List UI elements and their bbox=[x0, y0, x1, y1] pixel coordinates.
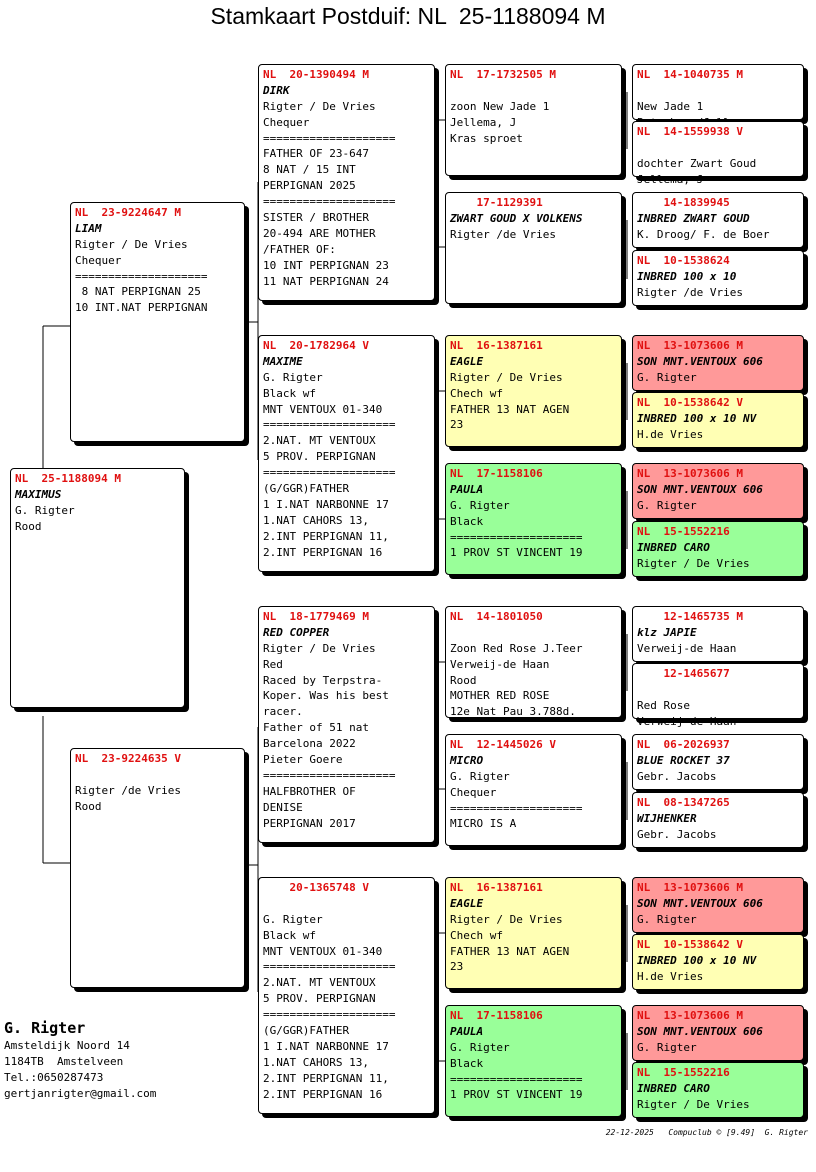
footer: 22-12-2025 Compuclub © [9.49] G. Rigter bbox=[605, 1128, 808, 1137]
pigeon-name bbox=[75, 767, 240, 783]
pigeon-info-line: Black wf bbox=[263, 928, 316, 942]
owner-block bbox=[4, 1018, 156, 1102]
ring-number: NL 18-1779469 M bbox=[263, 610, 369, 623]
pigeon-card-g7 bbox=[632, 463, 804, 519]
pigeon-info-line: racer. bbox=[263, 705, 303, 719]
pigeon-card-g6 bbox=[632, 392, 804, 448]
pigeon-name: MAXIME bbox=[263, 354, 303, 368]
owner-address: Amsteldijk Noord 14 bbox=[4, 1039, 130, 1052]
pigeon-info-line: 2.NAT. MT VENTOUX bbox=[263, 976, 376, 990]
pigeon-card-ffm bbox=[445, 192, 622, 304]
pigeon-name bbox=[263, 896, 430, 912]
pigeon-card-g5 bbox=[632, 335, 804, 391]
pigeon-info-line: Jellema, J bbox=[637, 172, 704, 186]
pigeon-info-line: Rigter / De Vries bbox=[450, 370, 563, 384]
ring-number: 14-1839945 bbox=[637, 196, 730, 209]
pigeon-info-line: Zoon Red Rose J.Teer bbox=[450, 641, 583, 655]
owner-phone: Tel.:0650287473 bbox=[4, 1071, 104, 1084]
pigeon-info-line: 1 I.NAT NARBONNE 17 bbox=[263, 1039, 389, 1053]
ring-number: NL 17-1158106 bbox=[450, 1009, 543, 1022]
pigeon-info-line: G. Rigter bbox=[15, 503, 75, 517]
pigeon-info-line: Barcelona 2022 bbox=[263, 737, 356, 751]
pigeon-info-line: G. Rigter bbox=[637, 912, 697, 926]
pigeon-name bbox=[637, 682, 799, 698]
pigeon-name: SON MNT.VENTOUX 606 bbox=[637, 896, 763, 910]
pigeon-name: klz JAPIE bbox=[637, 625, 697, 639]
ring-number: NL 20-1390494 M bbox=[263, 68, 369, 81]
pigeon-name: INBRED 100 x 10 bbox=[637, 269, 737, 283]
pigeon-info-line: Black wf bbox=[263, 386, 316, 400]
pigeon-info-line: ==================== bbox=[263, 1008, 396, 1022]
pigeon-card-g12 bbox=[632, 792, 804, 848]
pigeon-name: RED COPPER bbox=[263, 625, 330, 639]
pigeon-info-line: G. Rigter bbox=[263, 370, 323, 384]
pigeon-info-line: HALFBROTHER OF bbox=[263, 784, 356, 798]
pigeon-info-line: DENISE bbox=[263, 800, 303, 814]
ring-number: NL 23-9224635 V bbox=[75, 752, 181, 765]
pigeon-name: MICRO bbox=[450, 753, 484, 767]
pigeon-info-line: K. Droog/ F. de Boer bbox=[637, 227, 770, 241]
pigeon-info-line: 10 INT.NAT PERPIGNAN bbox=[75, 301, 208, 315]
pigeon-name: INBRED CARO bbox=[637, 1081, 710, 1095]
ring-number: NL 10-1538624 bbox=[637, 254, 730, 267]
pigeon-info-line: MICRO IS A bbox=[450, 817, 517, 831]
pigeon-info-line: 12e Nat Pau 3.788d. bbox=[450, 705, 576, 719]
ring-number: NL 10-1538642 V bbox=[637, 396, 743, 409]
pigeon-info-line: 5 PROV. PERPIGNAN bbox=[263, 992, 376, 1006]
pigeon-info-line: 1 I.NAT NARBONNE 17 bbox=[263, 497, 389, 511]
pigeon-card-mmf bbox=[445, 877, 622, 989]
pigeon-info-line: ==================== bbox=[450, 530, 583, 544]
pigeon-name bbox=[637, 83, 799, 99]
pigeon-name: INBRED 100 x 10 NV bbox=[637, 953, 757, 967]
pigeon-info-line: zoon New Jade 1 bbox=[450, 99, 550, 113]
pigeon-card-mfm bbox=[445, 734, 622, 846]
ring-number: NL 20-1782964 V bbox=[263, 339, 369, 352]
pigeon-info-line: (G/GGR)FATHER bbox=[263, 1024, 350, 1038]
pigeon-name: MAXIMUS bbox=[15, 487, 62, 501]
pigeon-info-line: Rigter / De Vries bbox=[75, 237, 188, 251]
pigeon-name: SON MNT.VENTOUX 606 bbox=[637, 482, 763, 496]
pigeon-info-line: Chequer bbox=[450, 785, 497, 799]
pigeon-info-line: (G/GGR)FATHER bbox=[263, 482, 350, 496]
pigeon-info-line: Kras sproet bbox=[450, 131, 523, 145]
pigeon-info-line: G. Rigter bbox=[637, 1040, 697, 1054]
pigeon-info-line: /FATHER OF: bbox=[263, 242, 336, 256]
pigeon-info-line: ==================== bbox=[450, 801, 583, 815]
pigeon-info-line: Rigter / De Vries bbox=[263, 99, 376, 113]
pigeon-info-line: G. Rigter bbox=[263, 912, 323, 926]
pigeon-info-line: Rood bbox=[450, 673, 477, 687]
pigeon-card-mother bbox=[70, 748, 245, 988]
pigeon-info-line: 1 PROV ST VINCENT 19 bbox=[450, 546, 583, 560]
pigeon-info-line: 11 NAT PERPIGNAN 24 bbox=[263, 274, 389, 288]
pigeon-info-line: Rigter / De Vries bbox=[637, 556, 750, 570]
ring-number: NL 13-1073606 M bbox=[637, 339, 743, 352]
ring-number: NL 23-9224647 M bbox=[75, 206, 181, 219]
pigeon-name: INBRED 100 x 10 NV bbox=[637, 411, 757, 425]
pigeon-info-line: Black bbox=[450, 514, 484, 528]
pigeon-info-line: PERPIGNAN 2025 bbox=[263, 179, 356, 193]
pigeon-info-line: ==================== bbox=[263, 960, 396, 974]
owner-name: G. Rigter bbox=[4, 1019, 86, 1037]
pigeon-info-line: G. Rigter bbox=[450, 498, 510, 512]
owner-email: gertjanrigter@gmail.com bbox=[4, 1087, 157, 1100]
pigeon-info-line: 1 PROV ST VINCENT 19 bbox=[450, 1088, 583, 1102]
pigeon-card-subject bbox=[10, 468, 185, 708]
pigeon-info-line: ==================== bbox=[75, 269, 208, 283]
pigeon-info-line: 23 bbox=[450, 960, 464, 974]
pigeon-info-line: Verweij-de Haan bbox=[637, 641, 737, 655]
pigeon-info-line: MOTHER RED ROSE bbox=[450, 689, 550, 703]
pigeon-info-line: FATHER 13 NAT AGEN bbox=[450, 402, 570, 416]
ring-number: NL 16-1387161 bbox=[450, 339, 543, 352]
pigeon-info-line: Rood bbox=[15, 519, 42, 533]
pigeon-name: PAULA bbox=[450, 1024, 484, 1038]
pigeon-info-line: New Jade 1 bbox=[637, 99, 704, 113]
pigeon-info-line: Rigter / De Vries bbox=[450, 912, 563, 926]
pigeon-info-line: ==================== bbox=[263, 768, 396, 782]
owner-city: 1184TB Amstelveen bbox=[4, 1055, 124, 1068]
pigeon-info-line: Black bbox=[450, 1056, 484, 1070]
pigeon-info-line: 1.NAT CAHORS 13, bbox=[263, 513, 369, 527]
pigeon-info-line: Rigter /de Vries bbox=[450, 227, 556, 241]
pigeon-name: INBRED ZWART GOUD bbox=[637, 211, 750, 225]
pigeon-info-line: H.de Vries bbox=[637, 427, 704, 441]
pigeon-info-line: Chequer bbox=[75, 253, 122, 267]
pigeon-info-line: Verweij-de Haan bbox=[450, 657, 550, 671]
pigeon-name: DIRK bbox=[263, 83, 290, 97]
pigeon-info-line: ==================== bbox=[263, 466, 396, 480]
ring-number: NL 17-1158106 bbox=[450, 467, 543, 480]
pigeon-card-g13 bbox=[632, 877, 804, 933]
pigeon-info-line: 2.INT PERPIGNAN 16 bbox=[263, 1087, 383, 1101]
pigeon-info-line: H.de Vries bbox=[637, 969, 704, 983]
ring-number: 20-1365748 V bbox=[263, 881, 369, 894]
pigeon-info-line: Gebr. Jacobs bbox=[637, 827, 717, 841]
pigeon-info-line: 10 INT PERPIGNAN 23 bbox=[263, 258, 389, 272]
pigeon-info-line: Koper. Was his best bbox=[263, 689, 389, 703]
pigeon-name: EAGLE bbox=[450, 896, 484, 910]
pigeon-card-mm bbox=[258, 877, 435, 1114]
pigeon-info-line: Father of 51 nat bbox=[263, 721, 369, 735]
pigeon-card-g14 bbox=[632, 934, 804, 990]
pigeon-name bbox=[637, 140, 799, 156]
ring-number: 12-1465677 bbox=[637, 667, 730, 680]
pigeon-name: EAGLE bbox=[450, 354, 484, 368]
ring-number: NL 15-1552216 bbox=[637, 525, 730, 538]
pigeon-card-g8 bbox=[632, 521, 804, 577]
pigeon-card-g10 bbox=[632, 663, 804, 728]
pigeon-name: SON MNT.VENTOUX 606 bbox=[637, 1024, 763, 1038]
pigeon-info-line: 8 NAT / 15 INT bbox=[263, 163, 356, 177]
pigeon-card-mff bbox=[445, 606, 622, 718]
pigeon-info-line: PERPIGNAN 2017 bbox=[263, 816, 356, 830]
pigeon-info-line: 2.INT PERPIGNAN 16 bbox=[263, 545, 383, 559]
pigeon-info-line: FATHER OF 23-647 bbox=[263, 147, 369, 161]
page-title: Stamkaart Postduif: NL 25-1188094 M bbox=[210, 3, 606, 29]
pigeon-card-mmm bbox=[445, 1005, 622, 1117]
pigeon-card-fmf bbox=[445, 335, 622, 447]
pigeon-card-fff bbox=[445, 64, 622, 176]
pigeon-name: SON MNT.VENTOUX 606 bbox=[637, 354, 763, 368]
pigeon-info-line: 20-494 ARE MOTHER bbox=[263, 226, 376, 240]
pigeon-info-line: 2.INT PERPIGNAN 11, bbox=[263, 529, 389, 543]
pigeon-info-line: Pieter Goere bbox=[263, 753, 343, 767]
pigeon-info-line: 8 NAT PERPIGNAN 25 bbox=[75, 285, 201, 299]
pigeon-info-line: Rigter /de Vries bbox=[75, 783, 181, 797]
pigeon-info-line: ==================== bbox=[263, 195, 396, 209]
pigeon-card-ff bbox=[258, 64, 435, 301]
pigeon-name: INBRED CARO bbox=[637, 540, 710, 554]
pigeon-name: PAULA bbox=[450, 482, 484, 496]
pigeon-info-line: Jellema, J bbox=[450, 115, 517, 129]
pigeon-info-line: MNT VENTOUX 01-340 bbox=[263, 944, 383, 958]
ring-number: NL 14-1559938 V bbox=[637, 125, 743, 138]
pigeon-name bbox=[450, 625, 617, 641]
pigeon-card-g15 bbox=[632, 1005, 804, 1061]
pigeon-card-g4 bbox=[632, 250, 804, 306]
pigeon-info-line: Chequer bbox=[263, 115, 310, 129]
pigeon-card-g11 bbox=[632, 734, 804, 790]
pigeon-info-line: Red Rose bbox=[637, 698, 690, 712]
pigeon-info-line: FATHER 13 NAT AGEN bbox=[450, 944, 570, 958]
pigeon-card-mf bbox=[258, 606, 435, 843]
ring-number: NL 16-1387161 bbox=[450, 881, 543, 894]
ring-number: NL 08-1347265 bbox=[637, 796, 730, 809]
pigeon-name: WIJHENKER bbox=[637, 811, 697, 825]
pigeon-info-line: ==================== bbox=[450, 1072, 583, 1086]
pigeon-info-line: Raced by Terpstra- bbox=[263, 673, 383, 687]
pigeon-info-line: Rigter / De Vries bbox=[637, 1097, 750, 1111]
pigeon-name: LIAM bbox=[75, 221, 102, 235]
pigeon-info-line: G. Rigter bbox=[450, 769, 510, 783]
pigeon-info-line: Chech wf bbox=[450, 928, 503, 942]
pigeon-info-line: G. Rigter bbox=[450, 1040, 510, 1054]
ring-number: NL 13-1073606 M bbox=[637, 881, 743, 894]
pigeon-info-line: MNT VENTOUX 01-340 bbox=[263, 402, 383, 416]
ring-number: NL 14-1801050 bbox=[450, 610, 543, 623]
pigeon-info-line: Gebr. Jacobs bbox=[637, 769, 717, 783]
pigeon-info-line: SISTER / BROTHER bbox=[263, 211, 369, 225]
ring-number: 12-1465735 M bbox=[637, 610, 743, 623]
pigeon-card-fmm bbox=[445, 463, 622, 575]
pigeon-info-line: 5 PROV. PERPIGNAN bbox=[263, 450, 376, 464]
pigeon-info-line: ==================== bbox=[263, 131, 396, 145]
pigeon-info-line: Rigter /de Vries bbox=[637, 285, 743, 299]
pigeon-info-line: 1.NAT CAHORS 13, bbox=[263, 1055, 369, 1069]
ring-number: NL 13-1073606 M bbox=[637, 1009, 743, 1022]
pigeon-info-line: 2.NAT. MT VENTOUX bbox=[263, 434, 376, 448]
pigeon-info-line: Rood bbox=[75, 799, 102, 813]
pigeon-card-g9 bbox=[632, 606, 804, 662]
pigeon-card-g3 bbox=[632, 192, 804, 248]
pigeon-info-line: Chech wf bbox=[450, 386, 503, 400]
ring-number: 17-1129391 bbox=[450, 196, 543, 209]
pigeon-card-g2 bbox=[632, 121, 804, 186]
ring-number: NL 17-1732505 M bbox=[450, 68, 556, 81]
ring-number: NL 06-2026937 bbox=[637, 738, 730, 751]
pigeon-card-fm bbox=[258, 335, 435, 572]
pigeon-name bbox=[450, 83, 617, 99]
pigeon-name: ZWART GOUD X VOLKENS bbox=[450, 211, 583, 225]
ring-number: NL 15-1552216 bbox=[637, 1066, 730, 1079]
pigeon-info-line: G. Rigter bbox=[637, 498, 697, 512]
pigeon-card-g1 bbox=[632, 64, 804, 120]
pigeon-info-line: Rigter / De Vries bbox=[263, 641, 376, 655]
pigeon-info-line: Red bbox=[263, 657, 283, 671]
pigeon-info-line: Verweij-de Haan bbox=[637, 714, 737, 728]
ring-number: NL 13-1073606 M bbox=[637, 467, 743, 480]
pigeon-info-line: 23 bbox=[450, 418, 464, 432]
pigeon-name: BLUE ROCKET 37 bbox=[637, 753, 730, 767]
ring-number: NL 25-1188094 M bbox=[15, 472, 121, 485]
pigeon-info-line: 2.INT PERPIGNAN 11, bbox=[263, 1071, 389, 1085]
pigeon-info-line: dochter Zwart Goud bbox=[637, 156, 757, 170]
pigeon-info-line: ==================== bbox=[263, 418, 396, 432]
pigeon-info-line: G. Rigter bbox=[637, 370, 697, 384]
ring-number: NL 12-1445026 V bbox=[450, 738, 556, 751]
pigeon-card-g16 bbox=[632, 1062, 804, 1118]
ring-number: NL 14-1040735 M bbox=[637, 68, 743, 81]
ring-number: NL 10-1538642 V bbox=[637, 938, 743, 951]
pigeon-card-father bbox=[70, 202, 245, 442]
